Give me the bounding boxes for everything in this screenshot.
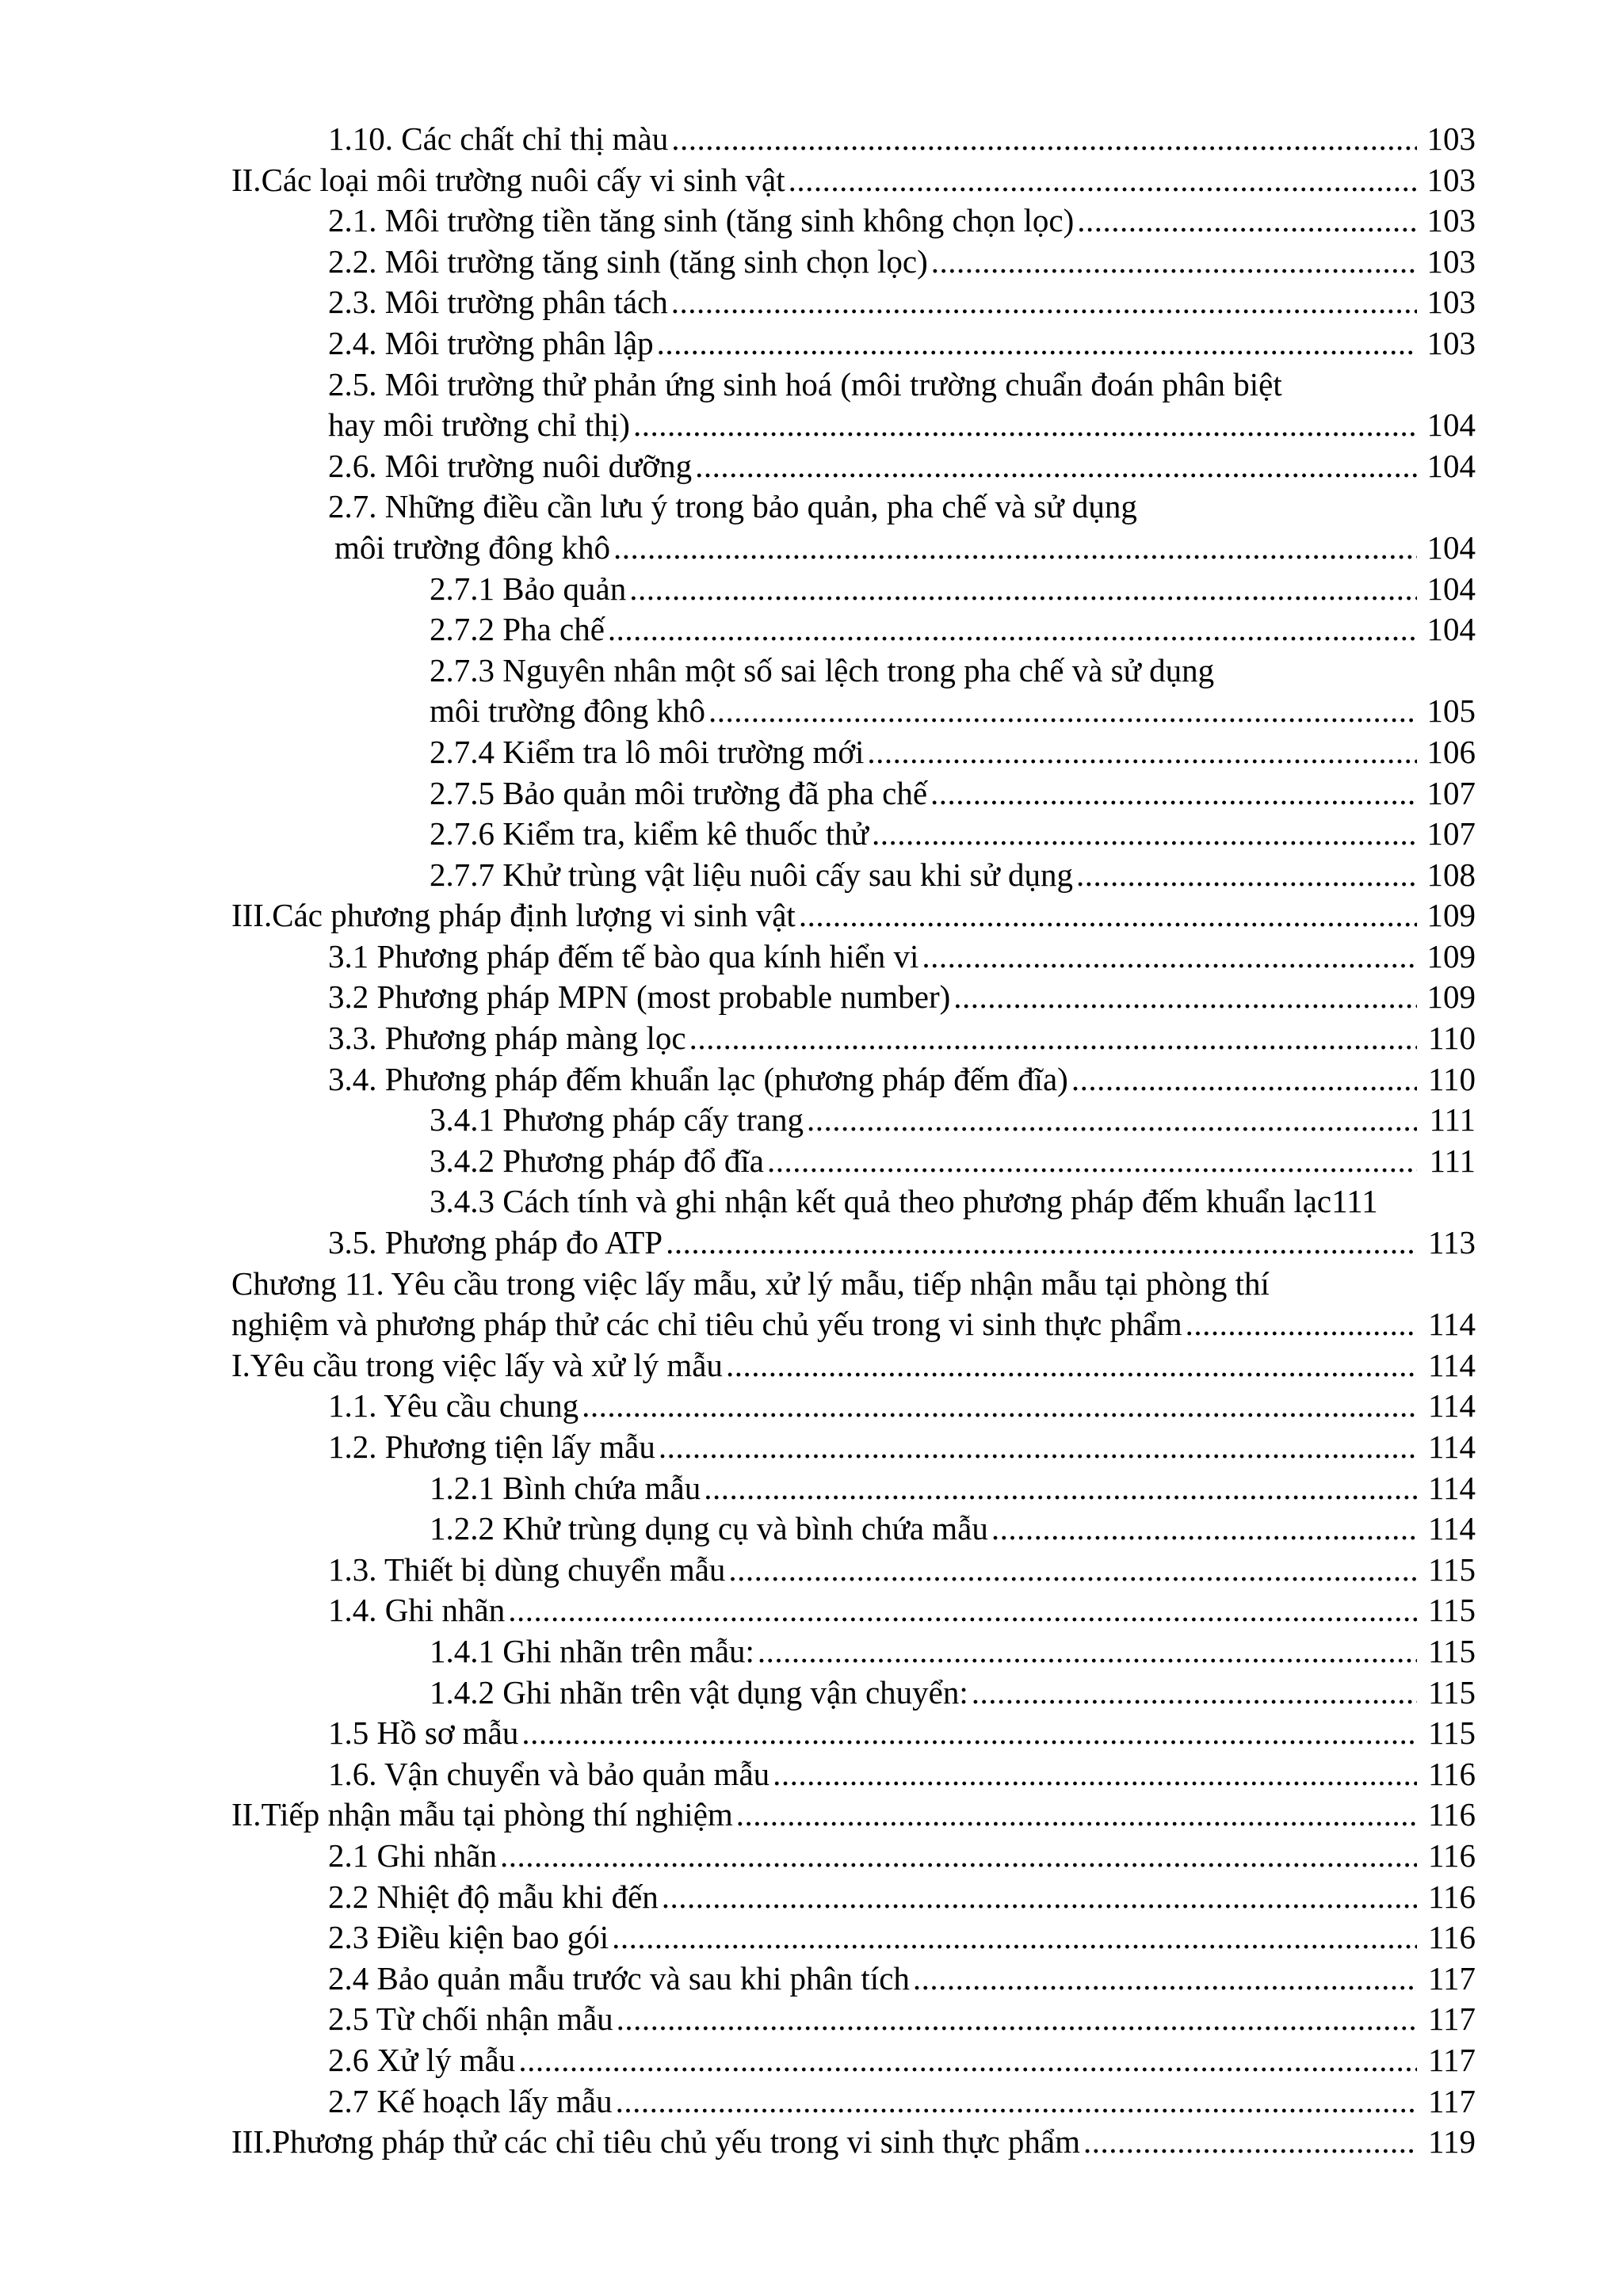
toc-entry[interactable]: [231, 895, 1476, 936]
toc-entry[interactable]: [430, 1100, 1476, 1141]
toc-entry-title: 2.4. Môi trường phân lập: [328, 324, 654, 361]
toc-entry-title: 2.3 Điều kiện bao gói: [328, 1919, 609, 1956]
toc-entry-page: 115: [1428, 1714, 1476, 1752]
toc-entry-page: 114: [1428, 1306, 1476, 1343]
dot-leader: [704, 1468, 1417, 1509]
toc-entry[interactable]: [231, 1264, 1270, 1305]
dot-leader: [608, 609, 1417, 650]
toc-entry-title: 1.2.2 Khử trùng dụng cụ và bình chứa mẫu: [430, 1510, 988, 1547]
toc-entry[interactable]: [231, 1794, 1476, 1836]
toc-entry-title: 1.1. Yêu cầu chung: [328, 1387, 579, 1425]
toc-row: [231, 814, 1476, 855]
toc-entry[interactable]: [430, 1672, 1476, 1714]
toc-row: [231, 1222, 1476, 1264]
dot-leader: [872, 814, 1417, 855]
toc-row: [231, 1999, 1476, 2040]
toc-row: [231, 1794, 1476, 1836]
toc-entry-title: 2.6. Môi trường nuôi dưỡng: [328, 447, 693, 484]
dot-leader: [666, 1222, 1417, 1264]
toc-entry[interactable]: [328, 1754, 1476, 1795]
toc-entry-page: 111: [1429, 1101, 1476, 1138]
toc-row: [231, 1754, 1476, 1795]
toc-entry[interactable]: [328, 2040, 1476, 2081]
dot-leader: [789, 160, 1417, 201]
toc-row: [231, 1181, 1476, 1222]
toc-row: [231, 2122, 1476, 2163]
toc-entry-page: 104: [1426, 447, 1476, 484]
toc-entry-title: nghiệm và phương pháp thử các chỉ tiêu chủ yếu trong vi sinh thực phẩm: [231, 1306, 1182, 1343]
toc-row: [231, 160, 1476, 201]
toc-entry[interactable]: [430, 1508, 1476, 1550]
dot-leader: [1186, 1304, 1417, 1345]
toc-row: [231, 242, 1476, 283]
toc-entry-title: 1.6. Vận chuyển và bảo quản mẫu: [328, 1755, 770, 1792]
toc-entry[interactable]: [328, 1222, 1476, 1264]
toc-entry[interactable]: [231, 160, 1476, 201]
toc-entry-title: Phương pháp thử các chỉ tiêu chủ yếu trong vi sinh thực phẩm: [272, 2123, 1080, 2161]
dot-leader: [612, 1917, 1417, 1958]
toc-entry-page: 103: [1426, 120, 1476, 157]
toc-entry[interactable]: [430, 1181, 1476, 1222]
toc-entry[interactable]: [328, 486, 1137, 528]
toc-row: [231, 1508, 1476, 1550]
toc-entry-title: 2.7.4 Kiểm tra lô môi trường mới: [430, 733, 865, 770]
toc-row: [231, 528, 1476, 569]
toc-entry-title: 2.1. Môi trường tiền tăng sinh (tăng sinh không chọn lọc): [328, 202, 1075, 239]
toc-entry-page: 109: [1426, 937, 1476, 974]
toc-entry-title: 1.4. Ghi nhãn: [328, 1592, 506, 1629]
toc-entry[interactable]: [328, 1836, 1476, 1877]
toc-entry[interactable]: [231, 1304, 1476, 1345]
toc-entry-title: 3.4.2 Phương pháp đổ đĩa: [430, 1142, 764, 1179]
toc-entry-page: 116: [1428, 1878, 1476, 1915]
toc-entry[interactable]: [430, 1631, 1476, 1672]
toc-row: [231, 691, 1476, 732]
dot-leader: [521, 1713, 1417, 1754]
toc-entry[interactable]: [231, 2122, 1476, 2163]
dot-leader: [671, 282, 1417, 323]
toc-entry-title: 1.4.2 Ghi nhãn trên vật dụng vận chuyển:: [430, 1673, 968, 1711]
dot-leader: [913, 1958, 1417, 2000]
toc-row: [231, 855, 1476, 896]
toc-entry-page: 119: [1428, 2123, 1476, 2161]
toc-row: [231, 1836, 1476, 1877]
toc-entry-page: 117: [1428, 1959, 1476, 1997]
toc-entry-title: môi trường đông khô: [334, 528, 610, 566]
toc-row: [231, 895, 1476, 936]
toc-entry[interactable]: [430, 773, 1476, 814]
toc-row: [231, 1550, 1476, 1591]
dot-leader: [518, 2040, 1417, 2081]
toc-entry-title: 3.5. Phương pháp đo ATP: [328, 1224, 663, 1261]
toc-row: [231, 1917, 1476, 1958]
dot-leader: [799, 895, 1417, 936]
toc-row: [231, 1100, 1476, 1141]
toc-entry-page: 103: [1426, 161, 1476, 198]
dot-leader: [708, 691, 1417, 732]
toc-entry[interactable]: [328, 364, 1282, 406]
toc-entry-title: 1.2. Phương tiện lấy mẫu: [328, 1428, 655, 1465]
toc-entry-page: 104: [1426, 406, 1476, 444]
toc-row: [231, 1672, 1476, 1714]
toc-entry-page: 115: [1428, 1632, 1476, 1669]
toc-entry-page: 107: [1426, 774, 1476, 811]
dot-leader: [736, 1794, 1417, 1836]
toc-row: [231, 1059, 1476, 1100]
toc-entry-page: 103: [1426, 284, 1476, 321]
toc-entry-page: 113: [1428, 1224, 1476, 1261]
toc-row: [231, 486, 1476, 528]
dot-leader: [773, 1754, 1417, 1795]
toc-row: [231, 609, 1476, 650]
toc-entry-page: 115: [1428, 1592, 1476, 1629]
dot-leader: [629, 569, 1417, 610]
toc-entry-title: 2.7.1 Bảo quản: [430, 570, 627, 607]
toc-entry[interactable]: [430, 650, 1214, 692]
toc-row: [231, 1264, 1476, 1305]
toc-entry[interactable]: [231, 1345, 1476, 1386]
toc-entry-page: 105: [1426, 692, 1476, 730]
toc-entry-page: 114: [1428, 1346, 1476, 1383]
toc-entry[interactable]: [430, 814, 1476, 855]
toc-entry-page: 104: [1426, 528, 1476, 566]
toc-row: [231, 1468, 1476, 1509]
toc-entry[interactable]: [328, 1590, 1476, 1631]
dot-leader: [657, 323, 1417, 364]
toc-entry[interactable]: [328, 1018, 1476, 1059]
toc-entry[interactable]: [430, 1468, 1476, 1509]
toc-entry-page: 110: [1428, 1060, 1476, 1097]
toc-row: [231, 1304, 1476, 1345]
toc-entry[interactable]: [328, 1713, 1476, 1754]
dot-leader: [662, 1877, 1417, 1918]
dot-leader: [1083, 2122, 1417, 2163]
dot-leader: [695, 446, 1417, 487]
toc-entry-title: 3.4. Phương pháp đếm khuẩn lạc (phương pháp đếm đĩa): [328, 1060, 1068, 1097]
toc-entry-title: 1.10. Các chất chỉ thị màu: [328, 120, 669, 157]
toc-entry-title: môi trường đông khô: [430, 692, 705, 730]
toc-entry-title: 2.7.3 Nguyên nhân một số sai lệch trong pha chế và sử dụng: [430, 651, 1215, 688]
dot-leader: [500, 1836, 1417, 1877]
toc-entry-title: 2.4 Bảo quản mẫu trước và sau khi phân tích: [328, 1959, 910, 1997]
toc-row: [231, 569, 1476, 610]
toc-row: [231, 936, 1476, 978]
toc-entry-page: 116: [1428, 1755, 1476, 1792]
toc-row: [231, 323, 1476, 364]
toc-entry-number: I.: [231, 1346, 250, 1383]
toc-row: [231, 1590, 1476, 1631]
toc-entry-page: 117: [1428, 2041, 1476, 2078]
dot-leader: [728, 1550, 1417, 1591]
toc-entry-page: 104: [1426, 570, 1476, 607]
toc-entry[interactable]: [430, 569, 1476, 610]
toc-entry[interactable]: [430, 1141, 1476, 1182]
toc-entry-title: 2.6 Xử lý mẫu: [328, 2041, 516, 2078]
toc-entry-title: 2.3. Môi trường phân tách: [328, 284, 668, 321]
toc-entry-page: 116: [1428, 1796, 1476, 1833]
dot-leader: [972, 1672, 1417, 1714]
toc-entry-title: 3.4.1 Phương pháp cấy trang: [430, 1101, 804, 1138]
toc-entry-page: 114: [1428, 1387, 1476, 1425]
dot-leader: [1076, 855, 1417, 896]
toc-row: [231, 2081, 1476, 2122]
toc-entry-title: Tiếp nhận mẫu tại phòng thí nghiệm: [261, 1796, 733, 1833]
dot-leader: [689, 1018, 1417, 1059]
toc-entry[interactable]: [430, 732, 1476, 773]
toc-row: [231, 1345, 1476, 1386]
toc-row: [231, 1427, 1476, 1468]
dot-leader: [613, 528, 1417, 569]
dot-leader: [508, 1590, 1417, 1631]
toc-entry-page: 109: [1426, 978, 1476, 1016]
toc-entry-title: 3.1 Phương pháp đếm tế bào qua kính hiển vi: [328, 937, 919, 974]
toc-entry[interactable]: [328, 405, 1476, 446]
toc-entry[interactable]: [328, 323, 1476, 364]
toc-row: [231, 1386, 1476, 1427]
dot-leader: [991, 1508, 1417, 1550]
toc-entry-number: III.: [231, 2123, 273, 2161]
toc-entry[interactable]: [430, 691, 1476, 732]
toc-entry-title: 2.7.5 Bảo quản môi trường đã pha chế: [430, 774, 928, 811]
dot-leader: [930, 773, 1417, 814]
toc-entry-title: 1.3. Thiết bị dùng chuyển mẫu: [328, 1550, 726, 1588]
toc-entry-title: 2.7.7 Khử trùng vật liệu nuôi cấy sau khi sử dụng: [430, 856, 1073, 893]
toc-row: [231, 200, 1476, 242]
dot-leader: [1077, 200, 1417, 242]
toc-entry[interactable]: [328, 282, 1476, 323]
toc-entry-title: 3.3. Phương pháp màng lọc: [328, 1020, 686, 1057]
toc-entry-title: 2.2 Nhiệt độ mẫu khi đến: [328, 1878, 659, 1915]
toc-entry[interactable]: [328, 1386, 1476, 1427]
toc-entry-page: 109: [1426, 897, 1476, 934]
toc-entry[interactable]: [328, 1550, 1476, 1591]
toc-entry-number: III.: [231, 897, 273, 934]
dot-leader: [616, 2081, 1417, 2122]
toc-entry-title: 1.4.1 Ghi nhãn trên mẫu:: [430, 1632, 754, 1669]
toc-row: [231, 364, 1476, 406]
dot-leader: [807, 1100, 1417, 1141]
toc-entry[interactable]: [328, 1427, 1476, 1468]
toc-entry[interactable]: [328, 1059, 1476, 1100]
toc-row: [231, 650, 1476, 692]
toc-row: [231, 405, 1476, 446]
toc-entry-title: hay môi trường chỉ thị): [328, 406, 630, 444]
toc-entry[interactable]: [328, 1999, 1476, 2040]
toc-entry-title: 2.7. Những điều cần lưu ý trong bảo quản, pha chế và sử dụng: [328, 488, 1137, 525]
toc-entry-number: II.: [231, 1796, 262, 1833]
toc-entry-title: 3.4.3 Cách tính và ghi nhận kết quả theo phương pháp đếm khuẩn lạc111: [430, 1183, 1378, 1220]
toc-entry[interactable]: [328, 977, 1476, 1018]
dot-leader: [867, 732, 1417, 773]
toc-entry[interactable]: [328, 200, 1476, 242]
toc-entry-page: 108: [1426, 856, 1476, 893]
toc-entry-page: 115: [1428, 1673, 1476, 1711]
dot-leader: [922, 936, 1417, 978]
toc-entry-page: 103: [1426, 324, 1476, 361]
toc-entry[interactable]: [328, 1877, 1476, 1918]
toc-entry-title: Các loại môi trường nuôi cấy vi sinh vật: [261, 161, 785, 198]
toc-entry-page: 110: [1428, 1020, 1476, 1057]
dot-leader: [931, 242, 1417, 283]
dot-leader: [767, 1141, 1417, 1182]
toc-row: [231, 977, 1476, 1018]
toc-entry-title: Yêu cầu trong việc lấy và xử lý mẫu: [250, 1346, 723, 1383]
toc-entry[interactable]: [328, 1917, 1476, 1958]
toc-entry-page: 103: [1426, 202, 1476, 239]
toc-entry-title: Các phương pháp định lượng vi sinh vật: [272, 897, 796, 934]
toc-row: [231, 1877, 1476, 1918]
toc-entry[interactable]: [328, 446, 1476, 487]
toc-entry-title: 2.5. Môi trường thử phản ứng sinh hoá (môi trường chuẩn đoán phân biệt: [328, 365, 1282, 402]
toc-entry[interactable]: [430, 609, 1476, 650]
toc-row: [231, 1141, 1476, 1182]
toc-entry-page: 114: [1428, 1510, 1476, 1547]
toc-row: [231, 282, 1476, 323]
toc-entry-page: 116: [1428, 1836, 1476, 1874]
toc-row: [231, 446, 1476, 487]
toc-entry-page: 117: [1428, 2082, 1476, 2119]
toc-entry[interactable]: [328, 936, 1476, 978]
toc-row: [231, 732, 1476, 773]
toc-entry-title: 1.5 Hồ sơ mẫu: [328, 1714, 519, 1752]
toc-entry-page: 115: [1428, 1550, 1476, 1588]
toc-entry-title: 2.7.2 Pha chế: [430, 611, 605, 648]
toc-entry-number: II.: [231, 161, 262, 198]
dot-leader: [726, 1345, 1417, 1386]
toc-entry-page: 114: [1428, 1469, 1476, 1506]
toc-row: [231, 773, 1476, 814]
toc-entry-page: 117: [1428, 2000, 1476, 2038]
toc-entry-title: Chương 11. Yêu cầu trong việc lấy mẫu, xử lý mẫu, tiếp nhận mẫu tại phòng thí: [231, 1264, 1270, 1302]
toc-row: [231, 1713, 1476, 1754]
dot-leader: [582, 1386, 1417, 1427]
dot-leader: [633, 405, 1417, 446]
dot-leader: [758, 1631, 1417, 1672]
toc-row: [231, 1631, 1476, 1672]
toc-entry-page: 104: [1426, 611, 1476, 648]
toc-entry-page: 103: [1426, 242, 1476, 280]
toc-entry[interactable]: [328, 119, 1476, 160]
toc-entry[interactable]: [334, 528, 1476, 569]
toc-row: [231, 119, 1476, 160]
toc-entry[interactable]: [328, 1958, 1476, 2000]
toc-entry-title: 2.7 Kế hoạch lấy mẫu: [328, 2082, 613, 2119]
toc-entry[interactable]: [328, 242, 1476, 283]
toc-entry-page: 107: [1426, 815, 1476, 852]
toc-entry-title: 2.5 Từ chối nhận mẫu: [328, 2000, 613, 2038]
dot-leader: [671, 119, 1417, 160]
toc-entry-page: 116: [1428, 1919, 1476, 1956]
toc-entry-page: 114: [1428, 1428, 1476, 1465]
toc-row: [231, 1018, 1476, 1059]
toc-row: [231, 2040, 1476, 2081]
toc-entry-page: 106: [1426, 733, 1476, 770]
toc-entry[interactable]: [328, 2081, 1476, 2122]
dot-leader: [1071, 1059, 1417, 1100]
dot-leader: [617, 1999, 1417, 2040]
toc-entry-page: 111: [1429, 1142, 1476, 1179]
dot-leader: [953, 977, 1417, 1018]
toc-entry-title: 2.7.6 Kiểm tra, kiểm kê thuốc thử: [430, 815, 869, 852]
toc-entry-title: 1.2.1 Bình chứa mẫu: [430, 1469, 701, 1506]
table-of-contents: [231, 119, 1476, 2163]
toc-row: [231, 1958, 1476, 2000]
toc-entry-title: 2.1 Ghi nhãn: [328, 1836, 497, 1874]
toc-entry[interactable]: [430, 855, 1476, 896]
toc-entry-title: 2.2. Môi trường tăng sinh (tăng sinh chọn lọc): [328, 242, 928, 280]
dot-leader: [659, 1427, 1417, 1468]
toc-entry-title: 3.2 Phương pháp MPN (most probable number): [328, 978, 951, 1016]
